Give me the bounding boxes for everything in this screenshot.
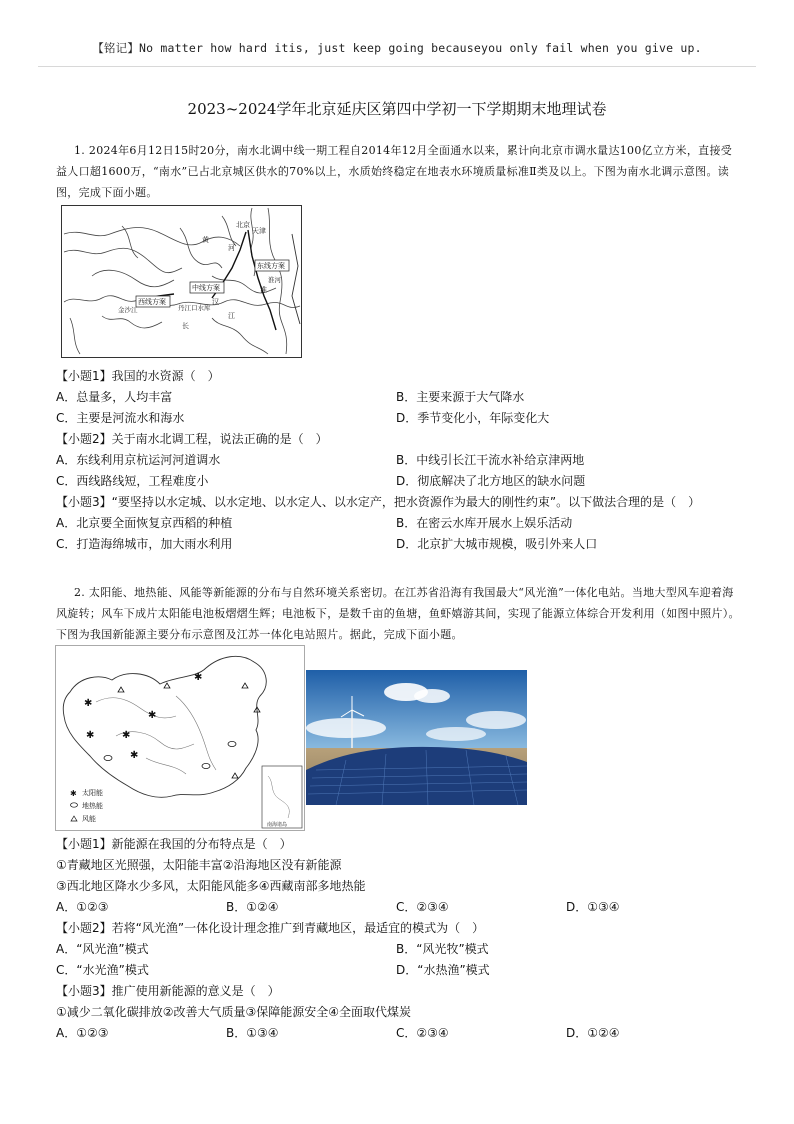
svg-text:✱: ✱ xyxy=(84,698,93,709)
q1-sub3-stem: 【小题3】“要坚持以水定城、以水定地、以水定人、以水定产，把水资源作为最大的刚性约束”。以下做法合理的是（ ） xyxy=(56,495,701,509)
svg-text:✱: ✱ xyxy=(122,730,131,741)
svg-text:✱: ✱ xyxy=(86,730,95,741)
south-sea-inset xyxy=(262,766,302,828)
label-jiang: 江 xyxy=(228,312,235,320)
water-map-drawing xyxy=(62,206,301,357)
legend-solar: 太阳能 xyxy=(82,789,103,797)
q2-sub2-option-b[interactable]: B．“风光牧”模式 xyxy=(396,942,489,956)
q2-sub2-option-a[interactable]: A．“风光渔”模式 xyxy=(56,942,149,956)
q2-sub1-statement-2: ③西北地区降水少多风，太阳能风能多④西藏南部多地热能 xyxy=(56,879,366,893)
q1-sub3-option-c[interactable]: C．打造海绵城市，加大雨水利用 xyxy=(56,537,233,551)
label-east-route: 东线方案 xyxy=(257,262,285,270)
label-jinsha: 金沙江 xyxy=(118,306,138,314)
q2-sub3-option-b[interactable]: B．①③④ xyxy=(226,1026,279,1040)
q1-sub3-option-b[interactable]: B．在密云水库开展水上娱乐活动 xyxy=(396,516,573,530)
q1-sub2-option-d[interactable]: D．彻底解决了北方地区的缺水问题 xyxy=(396,474,586,488)
svg-text:✱: ✱ xyxy=(148,710,157,721)
q2-sub3-option-d[interactable]: D．①②④ xyxy=(566,1026,620,1040)
label-huang: 黄 xyxy=(202,236,209,244)
q2-sub2-option-d[interactable]: D．“水热渔”模式 xyxy=(396,963,490,977)
q1-sub3-option-d[interactable]: D．北京扩大城市规模，吸引外来人口 xyxy=(396,537,598,551)
wind-solar-fishery-photo xyxy=(306,670,527,805)
legend-wind-icon xyxy=(71,816,77,821)
svg-text:✱: ✱ xyxy=(130,750,139,761)
q1-intro: 1. 2024年6月12日15时20分，南水北调中线一期工程自2014年12月全面通水以来，累计向北京市调水量达100亿立方米，直接受益人口超1600万，“南水”已占北京城区供水的70%以上，水质始终稳定在地表水环境质量标准Ⅱ类及以上。下图为南水北调示意图。读图，完成下面小题。 xyxy=(56,144,733,199)
label-tianjin: 天津 xyxy=(252,227,266,235)
q2-sub1-option-a[interactable]: A．①②③ xyxy=(56,900,109,914)
label-west-route: 西线方案 xyxy=(138,298,166,306)
q1-sub2-option-c[interactable]: C．西线路线短，工程难度小 xyxy=(56,474,209,488)
energy-map-drawing xyxy=(56,646,304,830)
legend-geothermal-icon xyxy=(71,803,78,807)
inset-label: 南海诸岛 xyxy=(267,822,288,828)
q1-sub2-stem: 【小题2】关于南水北调工程，说法正确的是（ ） xyxy=(56,432,328,446)
q2-sub3-option-a[interactable]: A．①②③ xyxy=(56,1026,109,1040)
q2-sub3-stem: 【小题3】推广使用新能源的意义是（ ） xyxy=(56,984,280,998)
south-north-water-map xyxy=(61,205,302,358)
label-he: 河 xyxy=(228,244,235,252)
label-danjiangkou: 丹江口水库 xyxy=(178,304,211,312)
q2-sub3-statement-1: ①减少二氧化碳排放②改善大气质量③保障能源安全④全面取代煤炭 xyxy=(56,1005,412,1019)
q2-sub1-option-b[interactable]: B．①②④ xyxy=(226,900,279,914)
label-beijing: 北京 xyxy=(236,221,250,229)
legend-wind: 风能 xyxy=(82,815,96,823)
legend-geothermal: 地热能 xyxy=(82,802,103,810)
label-middle-route: 中线方案 xyxy=(192,284,220,292)
exam-title: 2023~2024学年北京延庆区第四中学初一下学期期末地理试卷 xyxy=(187,100,607,118)
q2-sub1-option-d[interactable]: D．①③④ xyxy=(566,900,620,914)
q2-sub1-statement-1: ①青藏地区光照强，太阳能丰富②沿海地区没有新能源 xyxy=(56,858,342,872)
q1-sub1-option-a[interactable]: A．总量多，人均丰富 xyxy=(56,390,173,404)
q1-sub1-option-d[interactable]: D．季节变化小，年际变化大 xyxy=(396,411,550,425)
q2-sub1-stem: 【小题1】新能源在我国的分布特点是（ ） xyxy=(56,837,292,851)
q1-sub1-option-b[interactable]: B．主要来源于大气降水 xyxy=(396,390,525,404)
header-divider xyxy=(38,66,756,67)
q1-sub2-option-b[interactable]: B．中线引长江干流水补给京津两地 xyxy=(396,453,585,467)
new-energy-distribution-map xyxy=(55,645,305,831)
q2-sub2-stem: 【小题2】若将“风光渔”一体化设计理念推广到青藏地区，最适宜的模式为（ ） xyxy=(56,921,485,935)
motto-header: 【铭记】No matter how hard itis, just keep going becauseyou only fail when you give up. xyxy=(92,41,702,55)
q1-sub1-stem: 【小题1】我国的水资源（ ） xyxy=(56,369,220,383)
label-chang: 长 xyxy=(182,322,189,330)
q1-sub1-option-c[interactable]: C．主要是河流水和海水 xyxy=(56,411,185,425)
q2-sub3-option-c[interactable]: C．②③④ xyxy=(396,1026,449,1040)
q2-sub2-option-c[interactable]: C．“水光渔”模式 xyxy=(56,963,149,977)
label-huai: 淮 xyxy=(260,286,267,294)
q2-sub1-option-c[interactable]: C．②③④ xyxy=(396,900,449,914)
svg-text:✱: ✱ xyxy=(194,672,203,683)
label-han: 汉 xyxy=(212,298,219,306)
label-huaihe: 淮河 xyxy=(268,276,281,284)
q1-sub3-option-a[interactable]: A．北京要全面恢复京西稻的种植 xyxy=(56,516,233,530)
legend-solar-icon: ✱ xyxy=(70,789,77,798)
q2-intro: 2. 太阳能、地热能、风能等新能源的分布与自然环境关系密切。在江苏省沿海有我国最大“风光渔”一体化电站。当地大型风车迎着海风旋转；风车下成片太阳能电池板熠熠生辉；电池板下，是数千亩的鱼塘，鱼虾嬉游其间，实现了能源立体综合开发利用（如图中照片）。下图为我国新能源主要分布示意图及江苏一体化电站照片。据此，完成下面小题。 xyxy=(56,586,740,641)
q1-sub2-option-a[interactable]: A．东线利用京杭运河河道调水 xyxy=(56,453,221,467)
